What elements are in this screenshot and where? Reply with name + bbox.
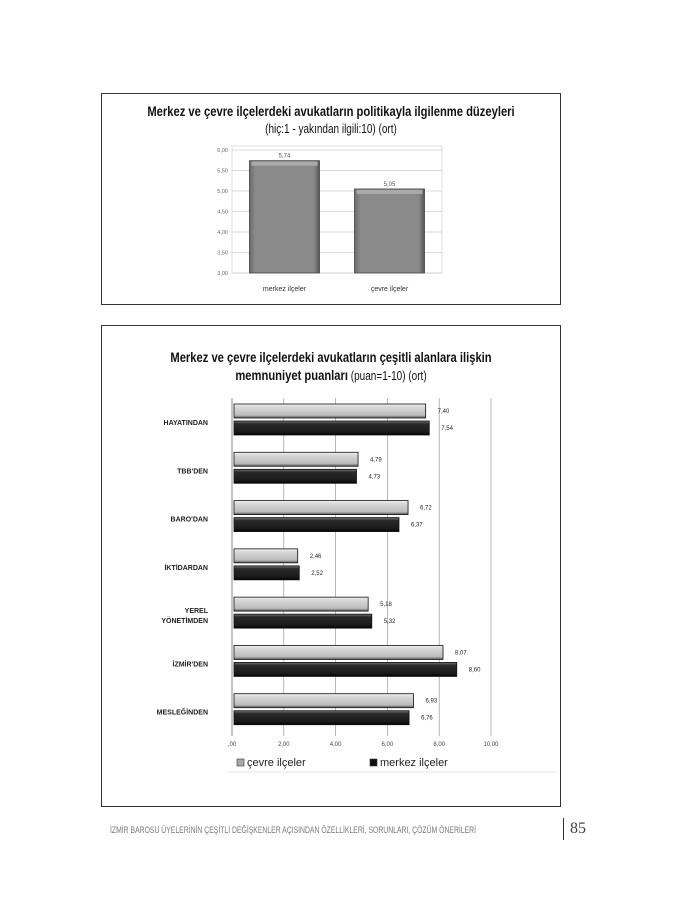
bar-merkez <box>234 566 299 580</box>
y-tick-label: 4,50 <box>217 209 228 216</box>
chart1-subtitle: (hiç:1 - yakından ilgili:10) (ort) <box>265 122 397 136</box>
bar-merkez <box>234 469 357 483</box>
bar <box>355 189 425 273</box>
legend-swatch <box>237 759 244 766</box>
x-tick-label: çevre ilçeler <box>370 286 409 293</box>
page-number: 85 <box>563 818 586 840</box>
data-label: 5,74 <box>278 153 291 160</box>
y-tick-label: 6,00 <box>217 148 228 154</box>
y-tick-label: 5,50 <box>217 168 228 175</box>
bar-cevre <box>234 452 358 466</box>
data-label: 7,40 <box>437 409 450 415</box>
bar-merkez <box>234 421 429 435</box>
bar-merkez <box>234 518 399 532</box>
category-label: BARO'DAN <box>170 516 208 524</box>
y-tick-label: 3,00 <box>217 271 228 277</box>
chart2-title-bold: memnuniyet puanları <box>235 367 348 383</box>
legend-label: çevre ilçeler <box>247 757 306 769</box>
bar-cevre <box>234 404 426 418</box>
category-label: YEREL <box>184 608 208 616</box>
data-label: 6,93 <box>425 698 438 705</box>
category-label: YÖNETİMDEN <box>161 618 208 626</box>
y-tick-label: 5,00 <box>217 189 228 195</box>
category-label: MESLEĞİNDEN <box>156 709 208 717</box>
bar-cevre <box>234 694 413 708</box>
category-label: TBB'DEN <box>177 468 208 476</box>
chart2-title-line1: Merkez ve çevre ilçelerdeki avukatların çeşitli alanlara ilişkin <box>170 349 492 365</box>
data-label: 6,76 <box>421 715 433 722</box>
x-tick-label: ,00 <box>227 742 237 748</box>
category-label: HAYATINDAN <box>163 420 208 427</box>
data-label: 6,37 <box>410 522 423 529</box>
data-label: 5,32 <box>383 619 396 626</box>
bar-cevre <box>234 501 408 515</box>
bar-bevel <box>252 162 318 166</box>
data-label: 2,46 <box>309 553 322 560</box>
x-tick-label: 10,00 <box>483 742 499 748</box>
chart1-title: Merkez ve çevre ilçelerdeki avukatların politikayla ilgilenme düzeyleri <box>147 103 515 119</box>
y-tick-label: 3,50 <box>217 250 228 257</box>
x-tick-label: 8,00 <box>433 742 446 748</box>
bar-cevre <box>234 597 368 611</box>
data-label: 6,72 <box>420 505 432 512</box>
legend-swatch <box>370 759 377 766</box>
bar-merkez <box>234 614 372 628</box>
chart-satisfaction <box>101 325 561 807</box>
chart2-title-rest: (puan=1-10) (ort) <box>348 369 427 383</box>
bar-merkez <box>234 662 457 676</box>
chart-politics-interest <box>101 93 561 305</box>
data-label: 8,60 <box>468 667 481 674</box>
chart1-plot <box>102 94 560 304</box>
legend-label: merkez ilçeler <box>380 757 448 769</box>
data-label: 8,07 <box>455 650 467 657</box>
bar-merkez <box>234 711 409 725</box>
category-label: İZMİR'DEN <box>172 661 208 669</box>
data-label: 5,18 <box>380 602 392 609</box>
data-label: 5,05 <box>383 181 396 188</box>
data-label: 4,73 <box>368 474 381 481</box>
x-tick-label: 6,00 <box>381 742 394 748</box>
x-tick-label: 4,00 <box>329 742 342 748</box>
y-tick-label: 4,00 <box>217 230 228 236</box>
bar-bevel <box>357 190 423 194</box>
chart2-plot <box>102 326 560 806</box>
bar-cevre <box>234 645 443 659</box>
bar <box>250 161 320 273</box>
category-label: İKTİDARDAN <box>164 564 208 572</box>
data-label: 7,54 <box>441 426 453 432</box>
footer-text: İZMİR BAROSU ÜYELERİNİN ÇEŞİTLİ DEĞİŞKENLER AÇISINDAN ÖZELLİKLERİ, SORUNLARI, ÇÖZÜM ÖNERİLERİ <box>110 825 477 835</box>
x-tick-label: 2,00 <box>277 742 290 748</box>
bar-cevre <box>234 549 298 563</box>
data-label: 4,79 <box>370 457 382 464</box>
x-tick-label: merkez ilçeler <box>262 286 307 293</box>
data-label: 2,52 <box>311 570 323 577</box>
